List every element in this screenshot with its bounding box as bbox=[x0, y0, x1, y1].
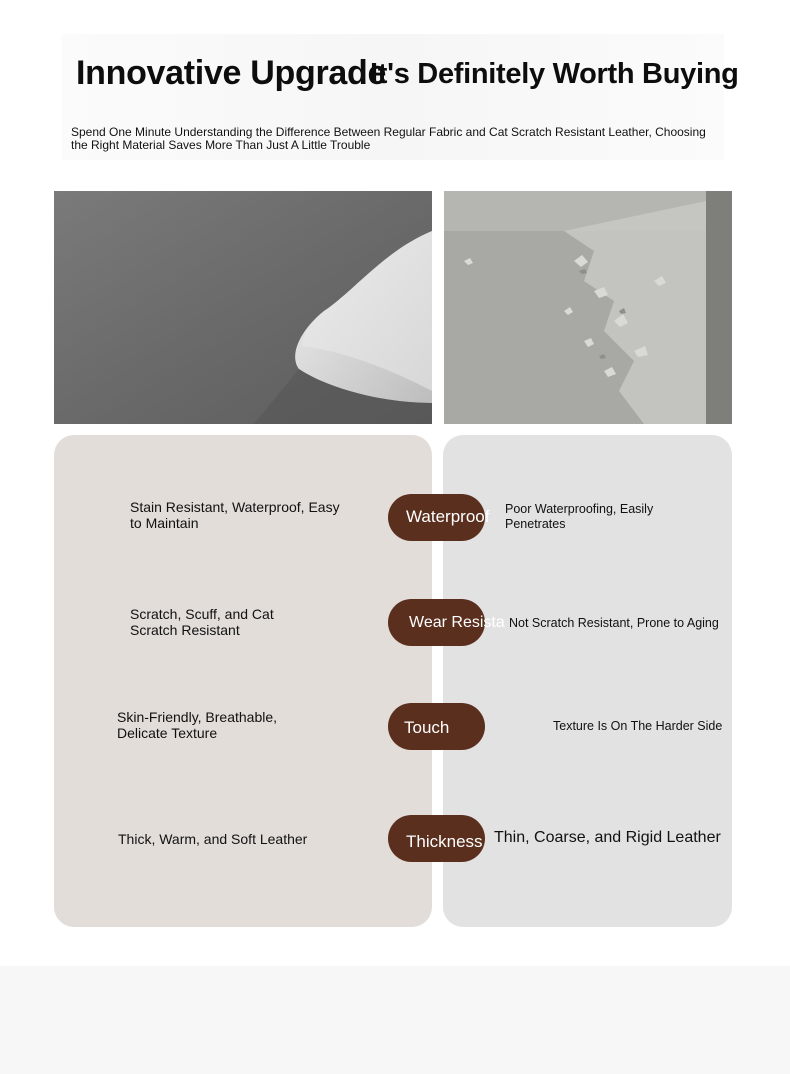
feature-label: Touch bbox=[404, 718, 450, 737]
fabric-feature-text: Poor Waterproofing, Easily Penetrates bbox=[505, 502, 654, 531]
feature-pill bbox=[388, 815, 485, 862]
fabric-feature-text: Texture Is On The Harder Side bbox=[553, 719, 723, 733]
comparison-row bbox=[0, 494, 790, 542]
leather-feature-text: Stain Resistant, Waterproof, Easy to Maintain bbox=[130, 499, 340, 531]
fabric-feature-text: Thin, Coarse, and Rigid Leather bbox=[494, 829, 721, 846]
fabric-feature-text: Not Scratch Resistant, Prone to Aging bbox=[509, 616, 719, 630]
leather-feature-text: Scratch, Scuff, and Cat Scratch Resistant bbox=[130, 606, 274, 638]
footer-area bbox=[0, 966, 790, 1074]
feature-label: Thickness bbox=[406, 832, 483, 851]
page-tagline: It's Definitely Worth Buying bbox=[370, 58, 739, 90]
page-subtitle: Spend One Minute Understanding the Difference Between Regular Fabric and Cat Scratch Resistant Leather, Choosing the Right Material Saves More Than Just A Little Trouble bbox=[71, 125, 706, 152]
feature-label: Waterproof bbox=[406, 507, 490, 526]
feature-label: Wear Resista bbox=[409, 614, 505, 631]
feature-pill bbox=[388, 494, 490, 541]
fabric-sample-image bbox=[444, 191, 732, 424]
feature-pill bbox=[388, 703, 485, 750]
comparison-row bbox=[0, 815, 790, 863]
leather-feature-text: Skin-Friendly, Breathable, Delicate Texture bbox=[117, 709, 278, 741]
leather-sample-image bbox=[54, 191, 432, 424]
feature-pill bbox=[388, 599, 505, 646]
comparison-row bbox=[0, 599, 790, 647]
leather-feature-text: Thick, Warm, and Soft Leather bbox=[118, 831, 308, 847]
comparison-row bbox=[0, 703, 790, 751]
page-title: Innovative Upgrade bbox=[76, 54, 387, 92]
